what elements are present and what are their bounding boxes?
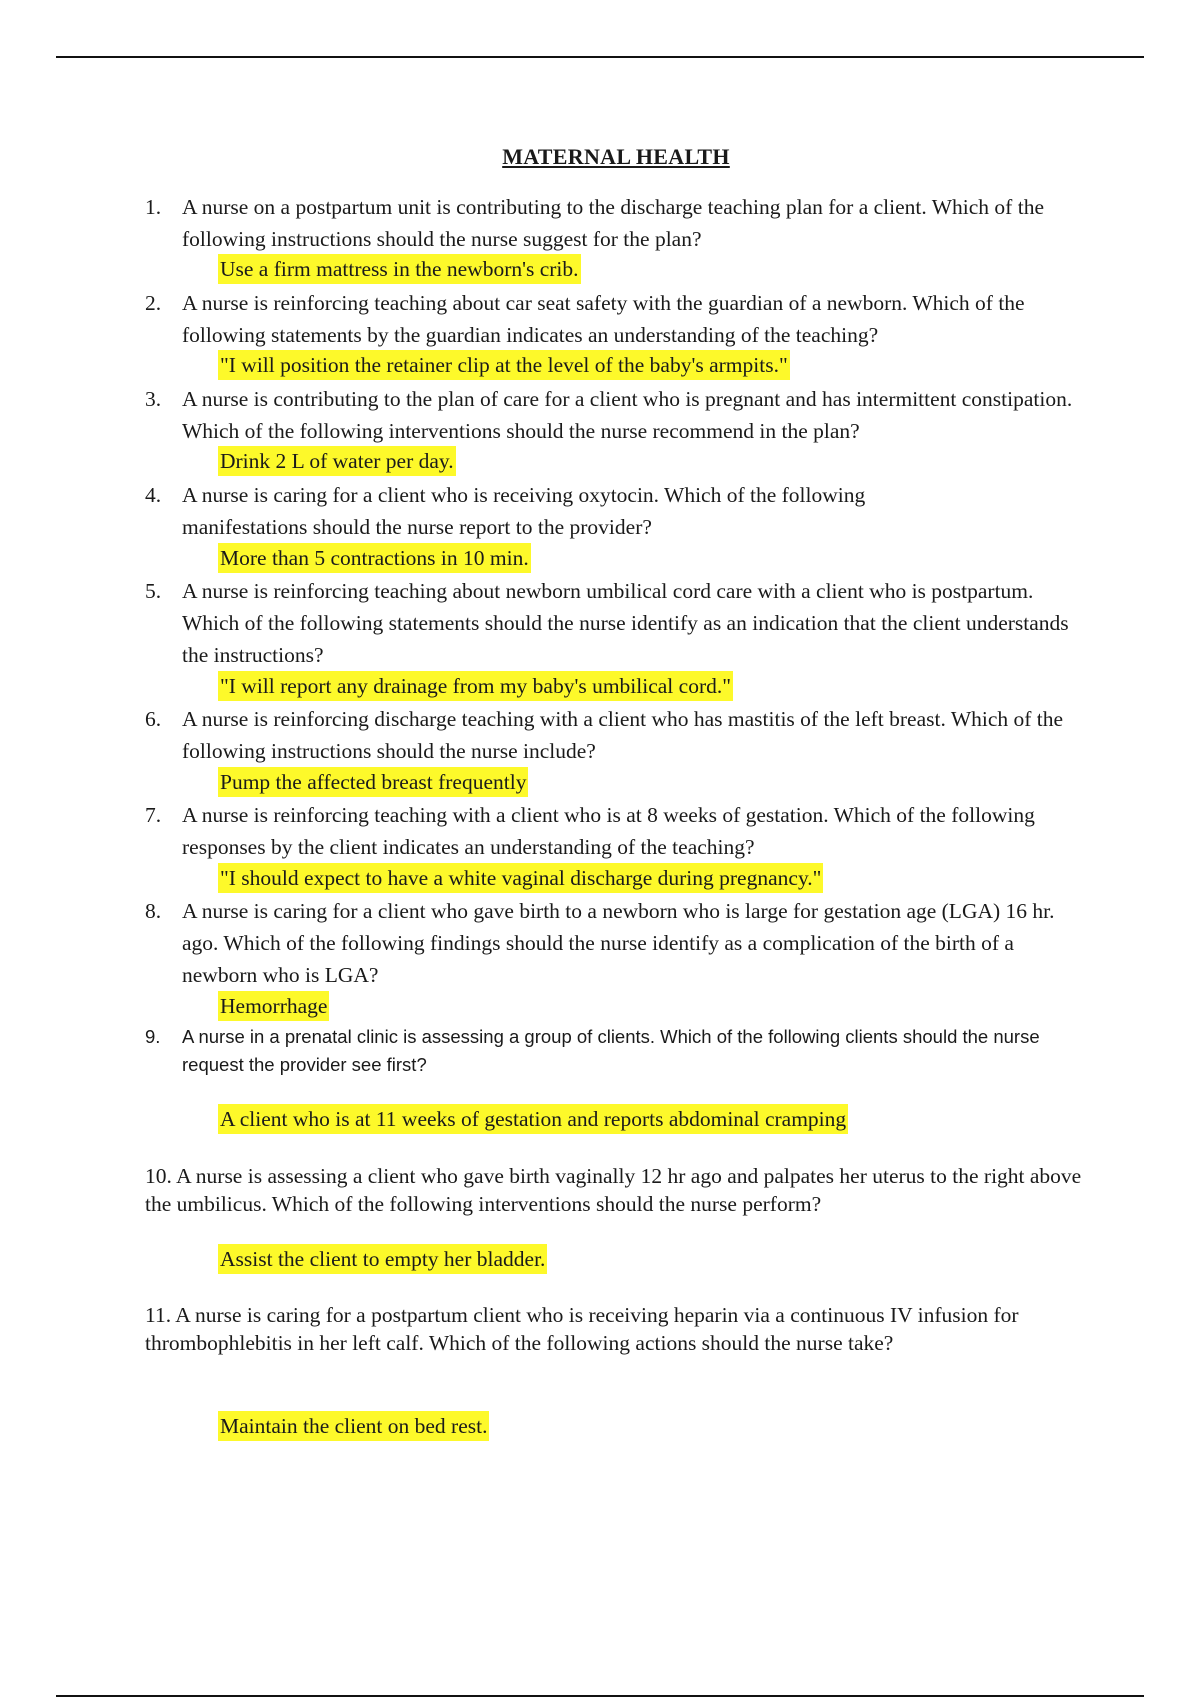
top-rule xyxy=(56,56,1144,58)
question-5 xyxy=(145,575,1085,671)
answer-1: Use a firm mattress in the newborn's crib. xyxy=(218,254,581,284)
question-number: 9. xyxy=(145,1026,161,1047)
answer-2: "I will position the retainer clip at the level of the baby's armpits." xyxy=(218,350,790,380)
answer-6: Pump the affected breast frequently xyxy=(218,767,528,797)
question-text: A nurse is caring for a client who is receiving oxytocin. Which of the following manifestations should the nurse report to the provider? xyxy=(182,483,866,539)
question-9 xyxy=(145,1023,1085,1079)
bottom-rule xyxy=(56,1695,1144,1697)
question-number: 1. xyxy=(145,195,162,219)
question-1 xyxy=(145,191,1085,255)
question-text: A nurse is reinforcing teaching with a client who is at 8 weeks of gestation. Which of the following responses by the client indicates an understanding of the teaching? xyxy=(182,803,1035,859)
question-number: 8. xyxy=(145,899,162,923)
question-number: 6. xyxy=(145,707,162,731)
question-number: 3. xyxy=(145,387,162,411)
answer-8: Hemorrhage xyxy=(218,991,329,1021)
question-number: 5. xyxy=(145,579,162,603)
question-7 xyxy=(145,799,1085,863)
question-3 xyxy=(145,383,1085,447)
question-6 xyxy=(145,703,1085,767)
question-11: 11. A nurse is caring for a postpartum client who is receiving heparin via a continuous IV infusion for thrombophlebitis in her left calf. Which of the following actions should the nurse take? xyxy=(145,1303,1019,1355)
question-10: 10. A nurse is assessing a client who gave birth vaginally 12 hr ago and palpates her uterus to the right above the umbilicus. Which of the following interventions should the nurse perform? xyxy=(145,1164,1082,1216)
answer-11: Maintain the client on bed rest. xyxy=(218,1411,489,1441)
answer-4: More than 5 contractions in 10 min. xyxy=(218,543,531,573)
question-text: A nurse is caring for a client who gave birth to a newborn who is large for gestation age (LGA) 16 hr. ago. Which of the following findings should the nurse identify as a complication of the birth of a newborn who is LGA? xyxy=(182,899,1055,987)
question-2 xyxy=(145,287,1085,351)
question-text: A nurse is reinforcing teaching about car seat safety with the guardian of a newborn. Which of the following statements by the guardian indicates an understanding of the teaching? xyxy=(182,291,1025,347)
question-number: 2. xyxy=(145,291,162,315)
question-text: A nurse is reinforcing teaching about newborn umbilical cord care with a client who is postpartum. Which of the following statements should the nurse identify as an indication that the client understands the instructions? xyxy=(182,579,1069,667)
question-text: A nurse is contributing to the plan of care for a client who is pregnant and has intermittent constipation. Which of the following interventions should the nurse recommend in the plan? xyxy=(182,387,1073,443)
answer-3: Drink 2 L of water per day. xyxy=(218,446,456,476)
question-8 xyxy=(145,895,1065,991)
question-number: 4. xyxy=(145,483,162,507)
answer-7: "I should expect to have a white vaginal discharge during pregnancy." xyxy=(218,863,823,893)
answer-5: "I will report any drainage from my baby's umbilical cord." xyxy=(218,671,733,701)
question-number: 7. xyxy=(145,803,162,827)
answer-10: Assist the client to empty her bladder. xyxy=(218,1244,547,1274)
page-title: MATERNAL HEALTH xyxy=(502,144,730,169)
question-text: A nurse on a postpartum unit is contributing to the discharge teaching plan for a client. Which of the following instructions should the nurse suggest for the plan? xyxy=(182,195,1044,251)
question-text: A nurse is reinforcing discharge teaching with a client who has mastitis of the left breast. Which of the following instructions should the nurse include? xyxy=(182,707,1064,763)
answer-9: A client who is at 11 weeks of gestation and reports abdominal cramping xyxy=(218,1104,848,1134)
question-4 xyxy=(145,479,995,543)
question-text: A nurse in a prenatal clinic is assessing a group of clients. Which of the following clients should the nurse request the provider see first? xyxy=(182,1026,1040,1075)
